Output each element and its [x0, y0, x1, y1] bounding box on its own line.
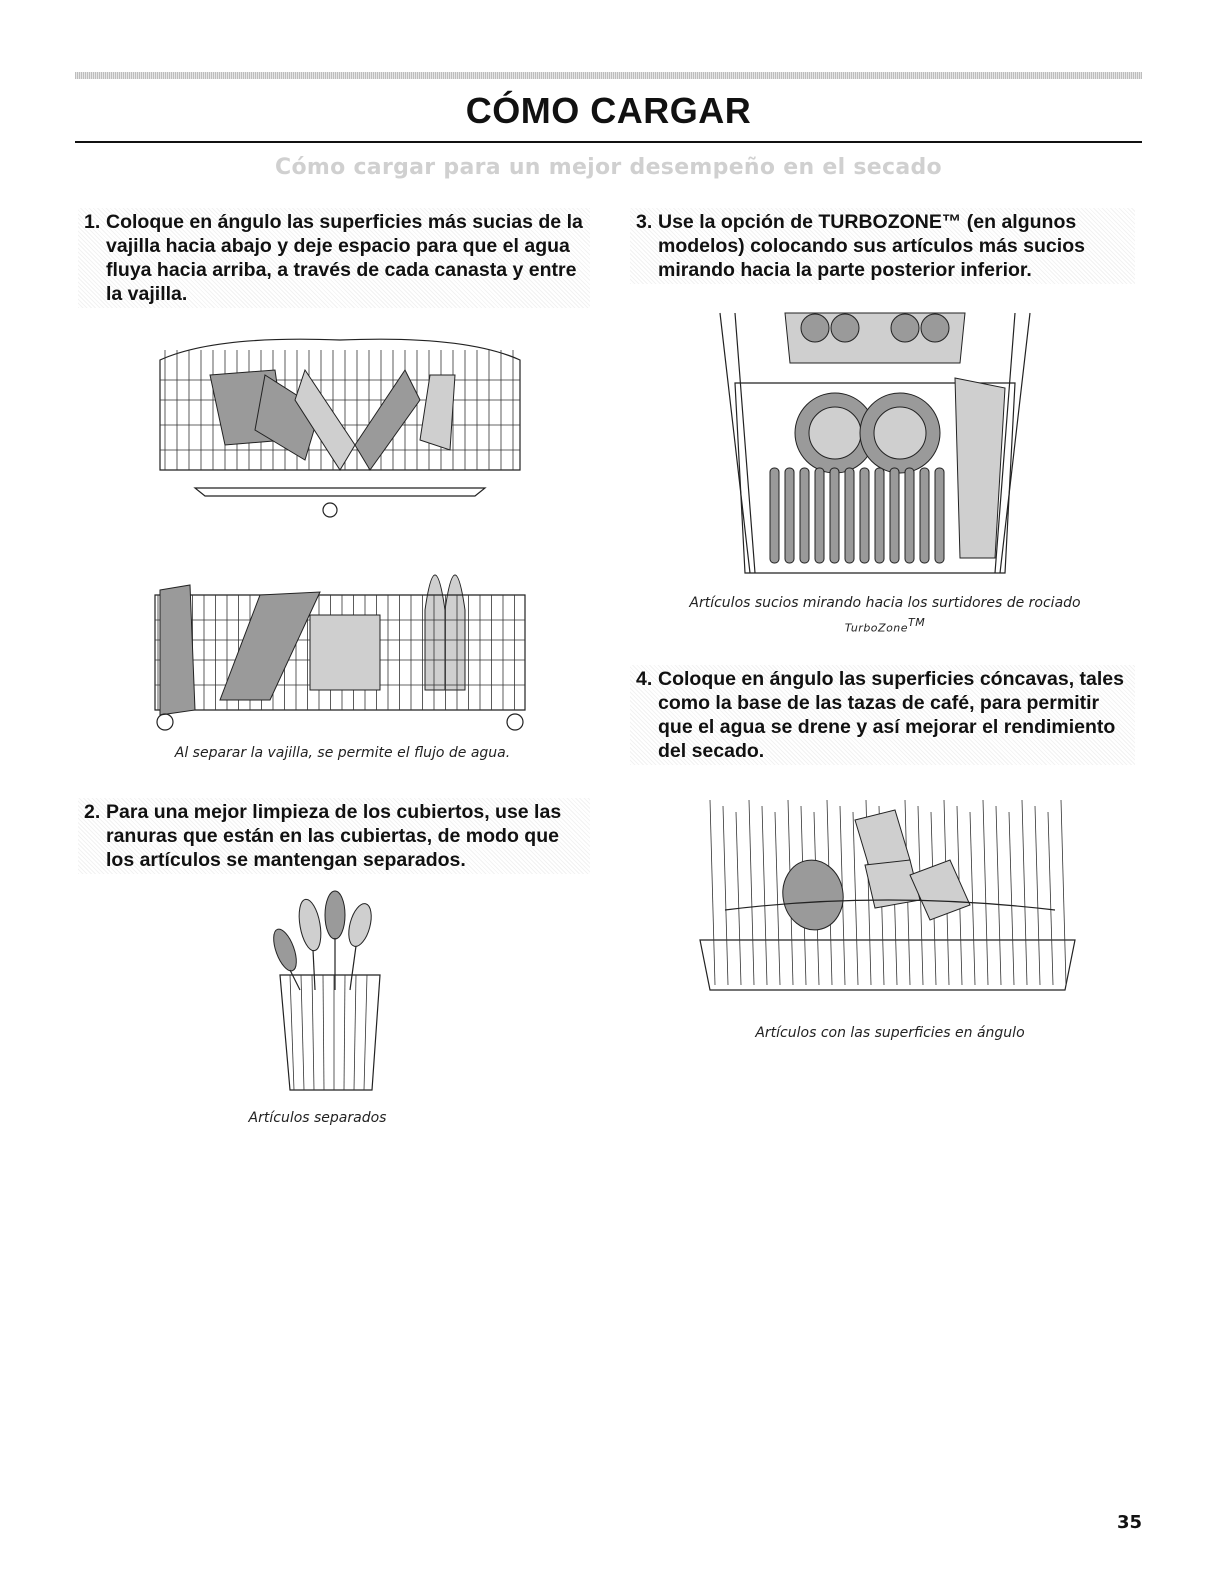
rack-wire — [775, 812, 780, 985]
step-3 — [630, 208, 1135, 284]
step-text: Coloque en ángulo las superficies cóncavas, tales como la base de las tazas de café, para permitir que el agua se drene y así mejorar el rendimiento del secado. — [658, 668, 1124, 762]
lower-rack-illustration — [140, 540, 540, 735]
cups-rack-illustration — [695, 790, 1080, 1005]
plate — [860, 468, 869, 563]
step-text: Para una mejor limpieza de los cubiertos, use las ranuras que están en las cubiertas, de modo que los artículos se mantengan separados. — [106, 801, 562, 871]
rack-wire — [301, 975, 304, 1090]
rack-wire — [1022, 800, 1027, 985]
rack-wire — [983, 800, 988, 985]
rack-wire — [290, 975, 294, 1090]
title-rule — [75, 141, 1142, 143]
rack-wire — [1048, 812, 1053, 985]
step-2 — [78, 798, 590, 874]
rack-wire — [970, 812, 975, 985]
caption-turbozone — [655, 593, 1115, 639]
trademark: TM — [908, 616, 926, 629]
step-1 — [78, 208, 590, 308]
page-number: 35 — [1116, 1512, 1142, 1533]
plate — [890, 468, 899, 563]
step-number: 2. — [84, 801, 101, 823]
plate — [785, 468, 794, 563]
plate — [800, 468, 809, 563]
caption-angled: Artículos con las superficies en ángulo — [755, 1025, 1025, 1041]
plate — [875, 468, 884, 563]
rack-wire — [1061, 800, 1066, 985]
plate — [905, 468, 914, 563]
top-decorative-bar — [75, 72, 1142, 79]
rack-wire — [853, 812, 858, 985]
step-text: Coloque en ángulo las superficies más sucias de la vajilla hacia abajo y deje espacio para que el agua fluya hacia arriba, a través de cada canasta y entre la vajilla. — [106, 211, 583, 305]
step-4 — [630, 665, 1135, 765]
section-subtitle: Cómo cargar para un mejor desempeño en el secado — [275, 155, 942, 180]
turbozone-illustration — [715, 308, 1035, 573]
plate — [770, 468, 779, 563]
caption-separated: Artículos separados — [248, 1110, 387, 1126]
rack-wire — [354, 975, 356, 1090]
caption-turbozone-text: Artículos sucios mirando hacia los surtidores de rociado — [689, 595, 1081, 611]
rack-wire — [364, 975, 367, 1090]
upper-rack-illustration — [155, 330, 525, 520]
plate — [815, 468, 824, 563]
silverware-basket-illustration — [250, 890, 400, 1090]
caption-rack-flow: Al separar la vajilla, se permite el flujo de agua. — [174, 745, 511, 761]
rack-wire — [762, 806, 767, 985]
rack-wire — [736, 812, 741, 985]
page-title: CÓMO CARGAR — [465, 90, 752, 131]
step-number: 3. — [636, 211, 653, 233]
turbozone-brand: TurboZone — [844, 621, 909, 635]
step-number: 4. — [636, 668, 653, 690]
plate — [845, 468, 854, 563]
plate — [830, 468, 839, 563]
rack-wire — [312, 975, 314, 1090]
rack-wire — [323, 975, 324, 1090]
rack-wire — [1009, 812, 1014, 985]
step-number: 1. — [84, 211, 101, 233]
plate — [935, 468, 944, 563]
rack-wire — [723, 806, 728, 985]
rack-wire — [749, 800, 754, 985]
rack-wire — [344, 975, 345, 1090]
step-text: Use la opción de TURBOZONE™ (en algunos modelos) colocando sus artículos más sucios mirando hacia la parte posterior inferior. — [658, 211, 1085, 281]
rack-wire — [1035, 806, 1040, 985]
rack-wire — [710, 800, 715, 985]
plate — [920, 468, 929, 563]
rack-wire — [996, 806, 1001, 985]
